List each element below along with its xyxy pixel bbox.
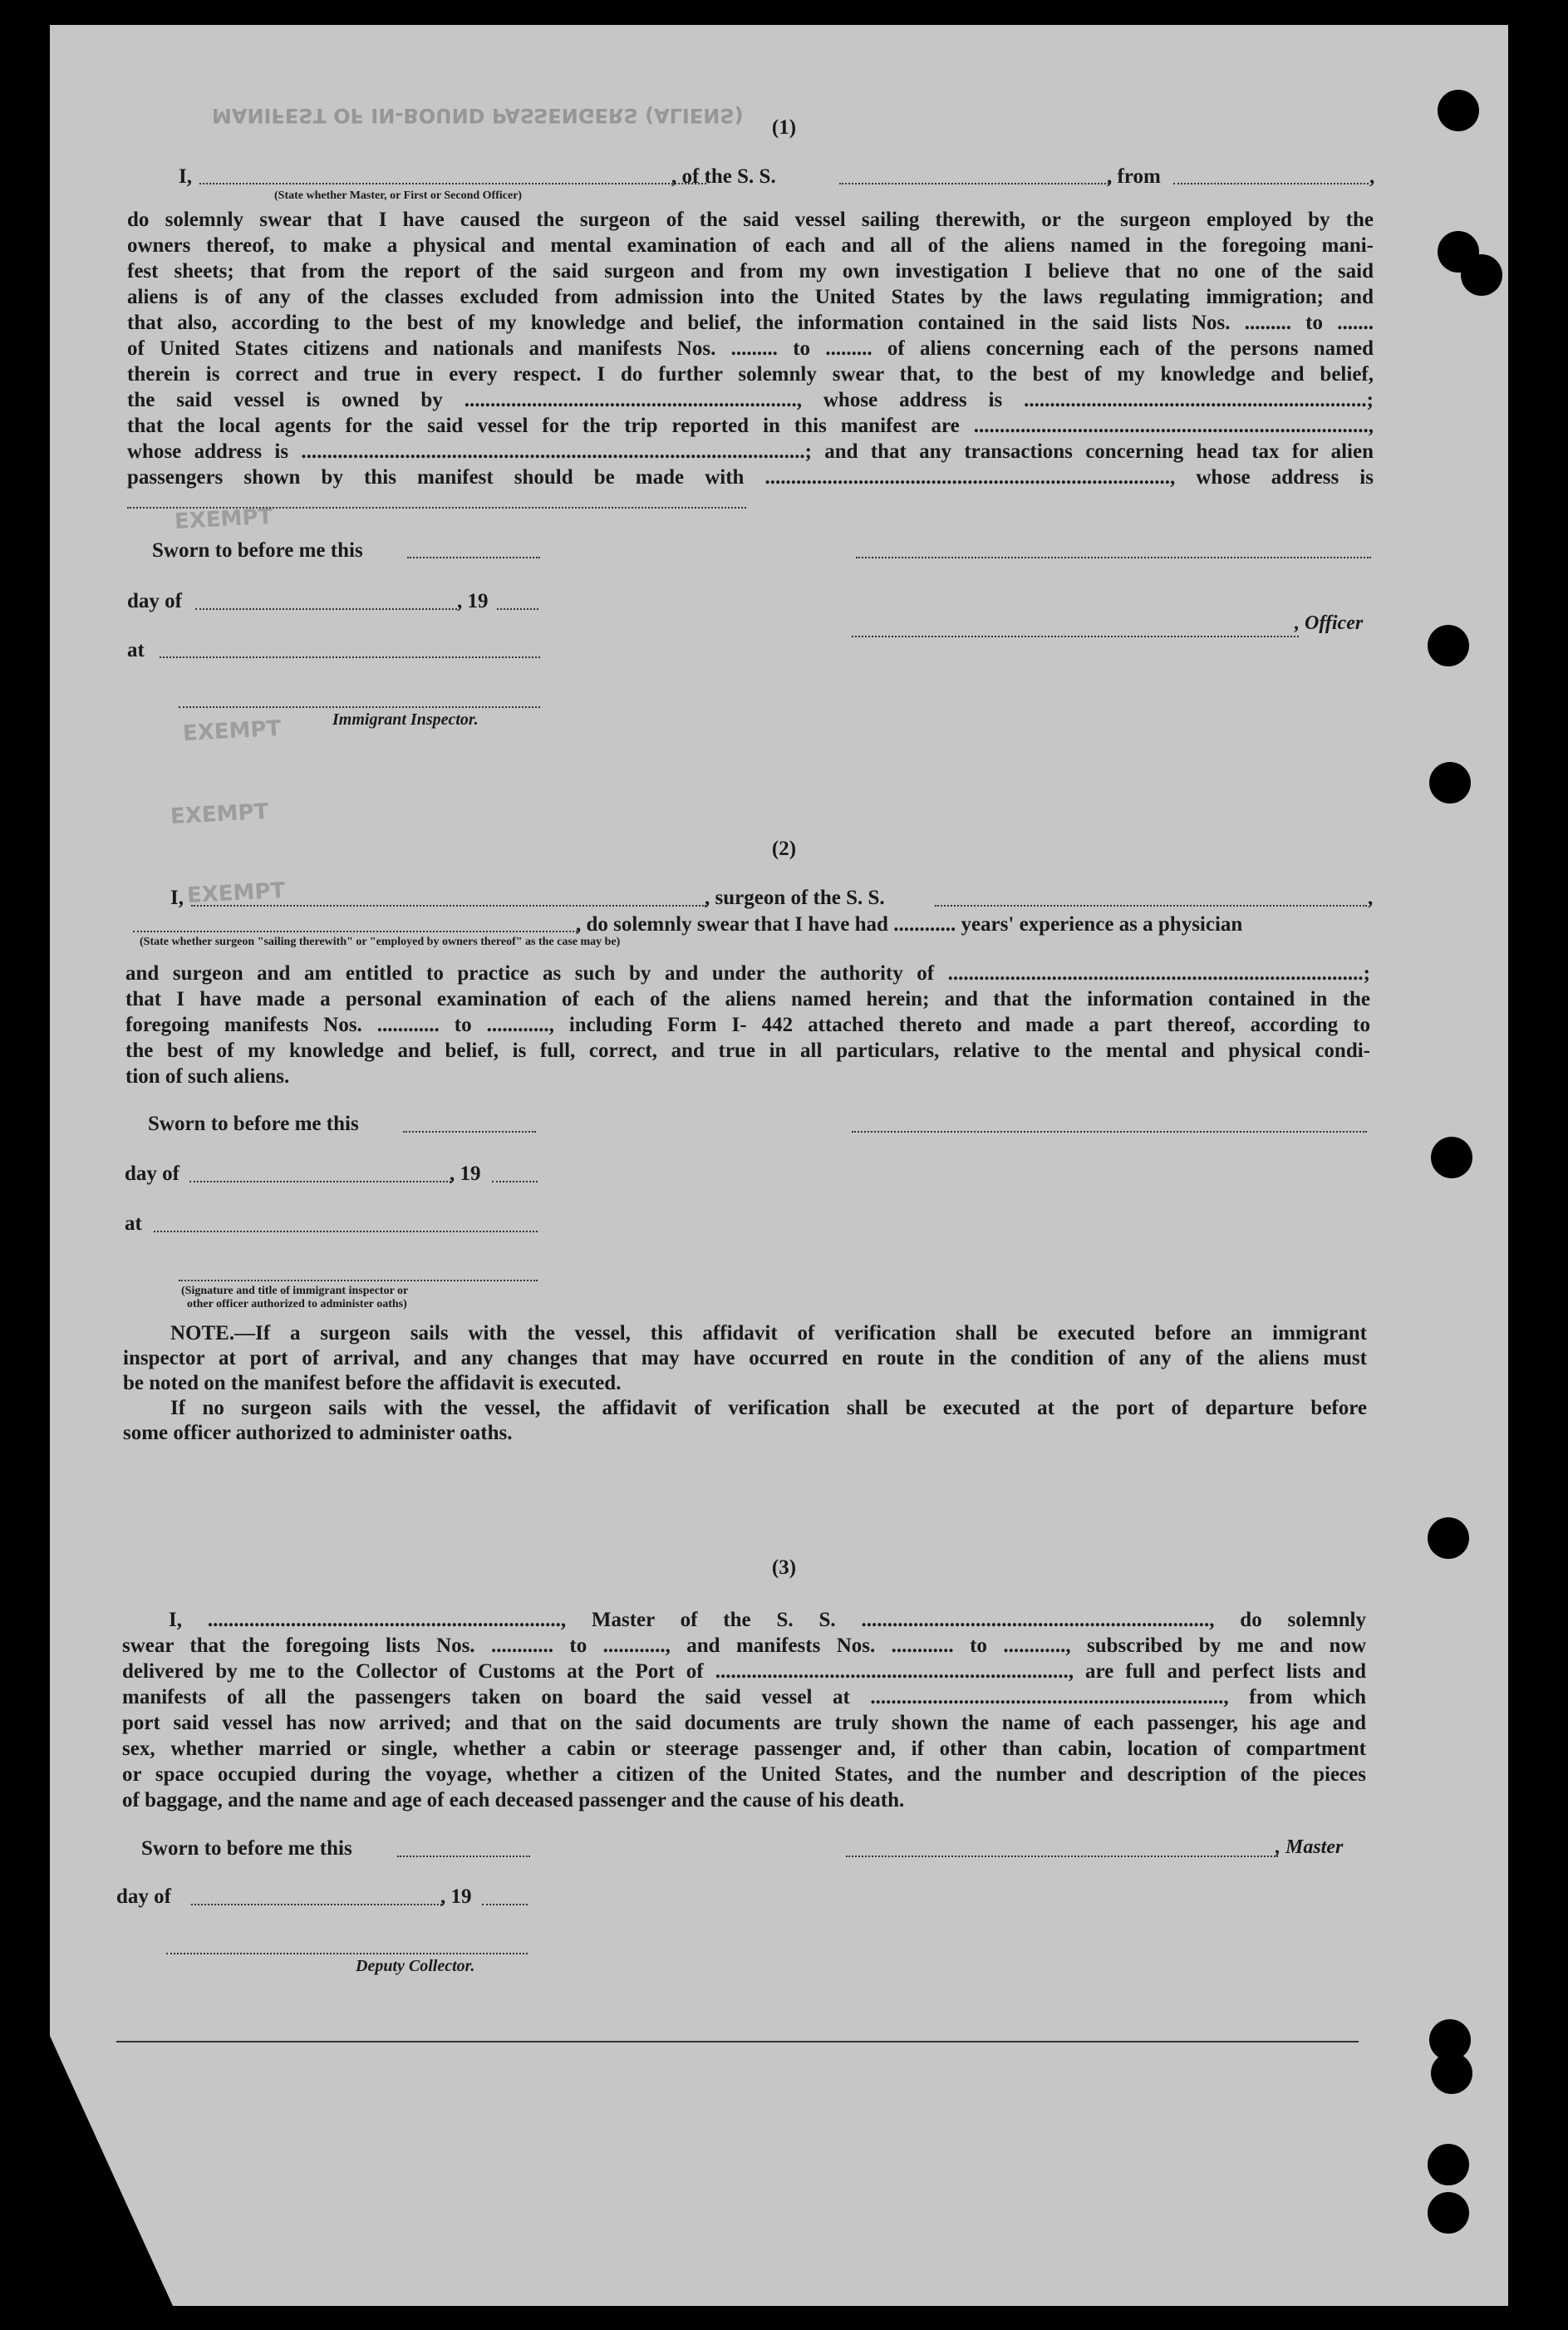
exempt-stamp: EXEMPT bbox=[182, 715, 282, 747]
section-3-para-line: manifests of all the passengers taken on board the said vessel at ...................................................................., from which bbox=[122, 1686, 1366, 1708]
section-1-line-from: , from bbox=[1107, 165, 1161, 188]
surgeon-of-label: , surgeon of the S. S. bbox=[705, 887, 885, 909]
blank-at bbox=[160, 656, 540, 658]
section-2-para-line: the best of my knowledge and belief, is full, correct, and true in all particulars, relative to the mental and physical condi- bbox=[125, 1040, 1370, 1062]
section-1-para-line: passengers shown by this manifest should be made with .............................................................................., whose address is bbox=[127, 466, 1374, 489]
deputy-collector-label: Deputy Collector. bbox=[356, 1957, 475, 1975]
section-1-para-line: do solemnly swear that I have caused the surgeon of the said vessel sailing therewith, or the surgeon employed by the bbox=[127, 209, 1374, 231]
surgeon-note: (State whether surgeon "sailing therewith" or "employed by owners thereof" as the case may be) bbox=[140, 936, 621, 948]
note-line: be noted on the manifest before the affidavit is executed. bbox=[123, 1372, 622, 1394]
exempt-stamp: EXEMPT bbox=[186, 877, 286, 909]
note-line: NOTE.—If a surgeon sails with the vessel, this affidavit of verification shall be executed before an immigrant bbox=[170, 1322, 1367, 1344]
year-label: , 19 bbox=[440, 1885, 472, 1908]
blank-year bbox=[482, 1904, 528, 1905]
section-2-line-i: I, bbox=[170, 887, 184, 909]
exempt-stamp: EXEMPT bbox=[174, 504, 273, 535]
punch-hole bbox=[1428, 625, 1469, 666]
section-3-para-line: sex, whether married or single, whether a cabin or steerage passenger and, if other than cabin, location of compartment bbox=[122, 1738, 1366, 1760]
section-1-para-line: owners thereof, to make a physical and mental examination of each and all of the aliens named in the foregoing mani- bbox=[127, 234, 1374, 257]
section-3-number: (3) bbox=[771, 1556, 797, 1579]
blank-surgeon-status bbox=[133, 931, 578, 932]
section-2-para-line: tion of such aliens. bbox=[125, 1065, 290, 1088]
day-of-label: day of bbox=[127, 590, 182, 612]
blank-inspector-signature bbox=[179, 706, 540, 708]
blank-surgeon-name bbox=[191, 905, 706, 907]
section-3-para-line: or space occupied during the voyage, whether a citizen of the United States, and the number and description of the pieces bbox=[122, 1763, 1366, 1786]
at-label: at bbox=[127, 639, 145, 661]
section-3-para-line: delivered by me to the Collector of Customs at the Port of ...................................................................., are full and perfect lists and bbox=[122, 1660, 1366, 1683]
section-2-number: (2) bbox=[771, 838, 797, 860]
punch-hole bbox=[1461, 254, 1502, 296]
master-label: , Master bbox=[1276, 1836, 1344, 1858]
note-line: If no surgeon sails with the vessel, the affidavit of verification shall be executed at the port of departure before bbox=[170, 1397, 1367, 1419]
note-line: some officer authorized to administer oaths. bbox=[123, 1422, 513, 1444]
section-2-para-line: and surgeon and am entitled to practice as such by and under the authority of ................................................................................; bbox=[125, 962, 1370, 985]
blank-address-cont bbox=[127, 507, 746, 509]
blank-surgeon-signature bbox=[852, 1131, 1367, 1133]
signature-note: (Signature and title of immigrant inspector or bbox=[181, 1285, 409, 1297]
immigrant-inspector-label: Immigrant Inspector. bbox=[332, 710, 479, 729]
sworn-label: Sworn to before me this bbox=[141, 1837, 352, 1860]
section-3-para-line: port said vessel has now arrived; and that on the said documents are truly shown the name of each passenger, his age and bbox=[122, 1712, 1366, 1734]
rank-note: (State whether Master, or First or Second Officer) bbox=[274, 189, 523, 202]
bleed-through-header: MANIFEST OF IN-BOUND PASSENGERS (ALIENS) bbox=[212, 104, 744, 127]
section-1-line-i: I, bbox=[179, 165, 192, 188]
officer-label: , Officer bbox=[1295, 612, 1364, 634]
sworn-label: Sworn to before me this bbox=[148, 1113, 359, 1135]
section-3-para-line: swear that the foregoing lists Nos. ............ to ............, and manifests Nos. ............ to ............, subscribed by me and now bbox=[122, 1634, 1366, 1657]
blank-vessel-name bbox=[839, 183, 1109, 184]
punch-hole bbox=[1428, 1517, 1469, 1559]
section-3-para-line: of baggage, and the name and age of each deceased passenger and the cause of his death. bbox=[122, 1789, 905, 1811]
note-line: inspector at port of arrival, and any changes that may have occurred en route in the condition of any of the aliens must bbox=[123, 1347, 1367, 1369]
blank-year bbox=[497, 608, 538, 610]
section-1-line-end: , bbox=[1369, 165, 1375, 188]
section-2-line-2: , do solemnly swear that I have had ............ years' experience as a physician bbox=[576, 913, 1243, 936]
bottom-rule bbox=[116, 2041, 1359, 2042]
section-1-line-of-ss: , of the S. S. bbox=[671, 165, 776, 188]
blank-officer-name bbox=[852, 636, 1299, 637]
blank-collector-signature bbox=[166, 1953, 528, 1954]
punch-hole bbox=[1431, 1137, 1472, 1178]
day-of-label: day of bbox=[125, 1163, 179, 1185]
signature-note: other officer authorized to administer oaths) bbox=[187, 1298, 407, 1310]
blank-day bbox=[195, 608, 457, 610]
punch-hole bbox=[1428, 2192, 1469, 2234]
section-2-para-line: that I have made a personal examination of each of the aliens named herein; and that the information contained in the bbox=[125, 988, 1370, 1010]
section-1-para-line: fest sheets; that from the report of the said surgeon and from my own investigation I believe that no one of the said bbox=[127, 260, 1374, 283]
section-1-para-line: therein is correct and true in every respect. I do further solemnly swear that, to the best of my knowledge and belief, bbox=[127, 363, 1374, 386]
year-label: , 19 bbox=[457, 590, 489, 612]
blank-from-port bbox=[1173, 183, 1369, 184]
section-2-para-line: foregoing manifests Nos. ............ to ............, including Form I- 442 attached thereto and made a part thereof, according to bbox=[125, 1014, 1370, 1036]
blank-rank bbox=[199, 183, 706, 184]
blank-sworn-date bbox=[407, 557, 540, 558]
blank-year bbox=[492, 1181, 538, 1182]
blank-day bbox=[191, 1904, 442, 1905]
punch-hole bbox=[1431, 2052, 1472, 2094]
section-1-para-line: aliens is of any of the classes excluded from admission into the United States by the laws regulating immigration; and bbox=[127, 286, 1374, 308]
blank-at bbox=[154, 1231, 538, 1232]
blank-inspector-signature bbox=[179, 1280, 538, 1281]
section-1-para-line: that also, according to the best of my knowledge and belief, the information contained in the said lists Nos. ......... to ....... bbox=[127, 312, 1374, 334]
section-1-para-line: whose address is .................................................................................................; and that any transactions concerning head tax for alien bbox=[127, 440, 1374, 463]
section-1-number: (1) bbox=[771, 116, 797, 139]
at-label: at bbox=[125, 1212, 142, 1235]
punch-hole bbox=[1428, 2144, 1469, 2185]
blank-master-signature bbox=[846, 1856, 1278, 1857]
section-1-para-line: the said vessel is owned by ................................................................, whose address is ..................................................................; bbox=[127, 389, 1374, 411]
day-of-label: day of bbox=[116, 1885, 171, 1908]
section-2-line-end: , bbox=[1368, 887, 1374, 909]
section-3-para-line: I, ...................................................................., Master of the S. S. ..................................................................., do solemnly bbox=[169, 1609, 1366, 1631]
blank-officer-signature bbox=[856, 557, 1371, 558]
blank-sworn-date bbox=[397, 1856, 530, 1857]
section-1-para-line: that the local agents for the said vessel for the trip reported in this manifest are ............................................................................, bbox=[127, 415, 1374, 437]
year-label: , 19 bbox=[450, 1163, 481, 1185]
blank-day bbox=[189, 1181, 451, 1182]
blank-sworn-date bbox=[403, 1131, 536, 1133]
exempt-stamp: EXEMPT bbox=[170, 799, 269, 830]
section-1-para-line: of United States citizens and nationals and manifests Nos. ......... to ......... of aliens concerning each of the persons named bbox=[127, 337, 1374, 360]
punch-hole bbox=[1429, 762, 1471, 804]
sworn-label: Sworn to before me this bbox=[152, 539, 363, 562]
blank-surgeon-vessel bbox=[935, 905, 1367, 907]
